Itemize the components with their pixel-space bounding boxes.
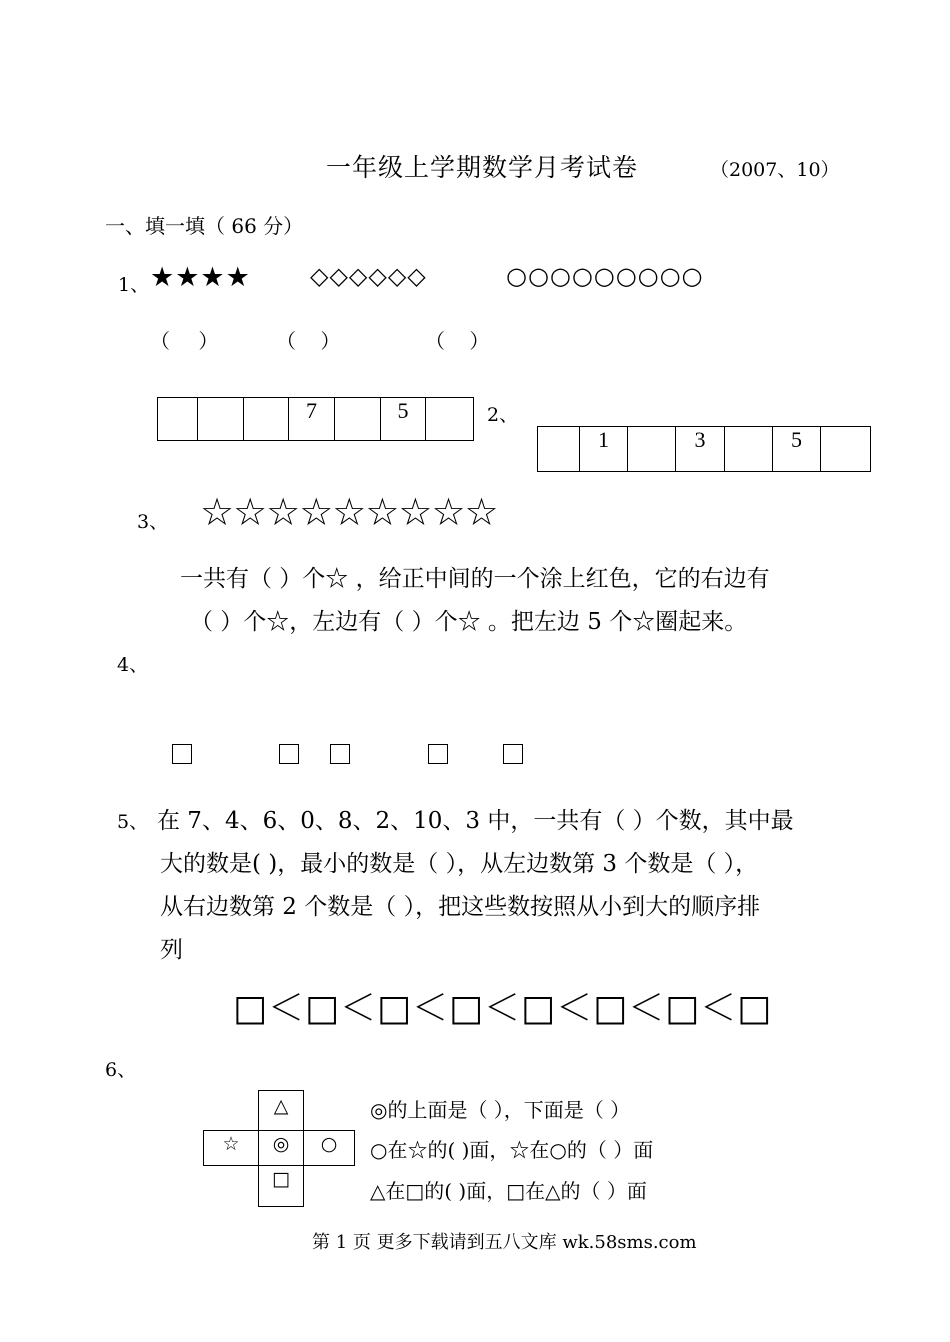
q2-row2-cell[interactable] [725,427,773,472]
q5-number: 5、 [117,811,149,833]
page-title: 一年级上学期数学月考试卷 [326,153,639,182]
q6-cell-top: △ [258,1090,304,1131]
q1-diamonds: ◇◇◇◇◇◇ [310,262,427,290]
q3-number: 3、 [137,511,169,533]
q6-cell-center: ◎ [258,1130,304,1166]
q1-blank-1[interactable]: （ ） [150,329,219,353]
q6-text-line-3: △在□的( )面，□在△的（ ）面 [370,1179,647,1203]
q3-text-line-1: 一共有（ ）个☆ ，给正中间的一个涂上红色，它的右边有 [180,566,770,592]
q2-row2-cell: 1 [580,427,628,472]
q2-number-row-2 [537,426,871,472]
q6-cell-bottom: □ [258,1165,304,1207]
q1-number: 1、 [118,274,150,296]
q2-row2-cell[interactable] [821,427,871,472]
q6-text-line-2: ○在☆的( )面，☆在○的（ ）面 [370,1138,654,1162]
q2-number: 2、 [487,404,519,426]
q2-row2-cell[interactable] [538,427,580,472]
q6-cell-left: ☆ [203,1130,259,1166]
q4-box-2[interactable] [279,744,299,764]
q6-text-line-1: ◎的上面是（ ），下面是（ ） [370,1098,631,1122]
q2-row1-cell[interactable] [244,398,289,441]
q1-circles: ○○○○○○○○○ [506,262,704,290]
q2-row2-cell: 5 [773,427,821,472]
q2-row1-cell[interactable] [335,398,381,441]
q2-row2-cell[interactable] [628,427,676,472]
q4-box-1[interactable] [172,744,192,764]
q6-cell-right: ○ [303,1130,355,1166]
q5-text-line-2: 大的数是( )，最小的数是（ ），从左边数第 3 个数是（ ）， [160,851,759,877]
q3-text-line-2: （ ）个☆，左边有（ ）个☆ 。把左边 5 个☆圈起来。 [190,609,748,635]
q2-row1-cell[interactable] [426,398,474,441]
q2-row1-cell[interactable] [158,398,198,441]
q2-row1-cell: 5 [381,398,426,441]
q4-box-5[interactable] [503,744,523,764]
q6-number: 6、 [105,1059,137,1081]
page-footer: 第 1 页 更多下载请到五八文库 wk.58sms.com [312,1232,697,1253]
q2-row1-cell[interactable] [198,398,244,441]
q1-blank-3[interactable]: （ ） [425,329,490,353]
q5-text-line-1: 在 7、4、6、0、8、2、10、3 中，一共有（ ）个数，其中最 [157,808,794,834]
q5-text-line-3: 从右边数第 2 个数是（ ），把这些数按照从小到大的顺序排 [160,894,761,920]
q1-blank-2[interactable]: （ ） [276,329,341,353]
q5-ordering-boxes[interactable]: □＜□＜□＜□＜□＜□＜□＜□ [233,988,773,1029]
q2-row1-cell: 7 [289,398,335,441]
exam-date: （2007、10） [710,159,840,181]
q2-number-row-1 [157,397,474,441]
q3-white-stars: ☆☆☆☆☆☆☆☆☆ [200,490,498,534]
section-heading: 一、填一填（ 66 分） [105,214,304,238]
q4-box-4[interactable] [428,744,448,764]
q2-row2-cell: 3 [676,427,725,472]
q4-number: 4、 [117,654,149,676]
q1-black-stars: ★★★★ [150,262,251,293]
q5-text-line-4: 列 [160,937,183,963]
q4-box-3[interactable] [330,744,350,764]
